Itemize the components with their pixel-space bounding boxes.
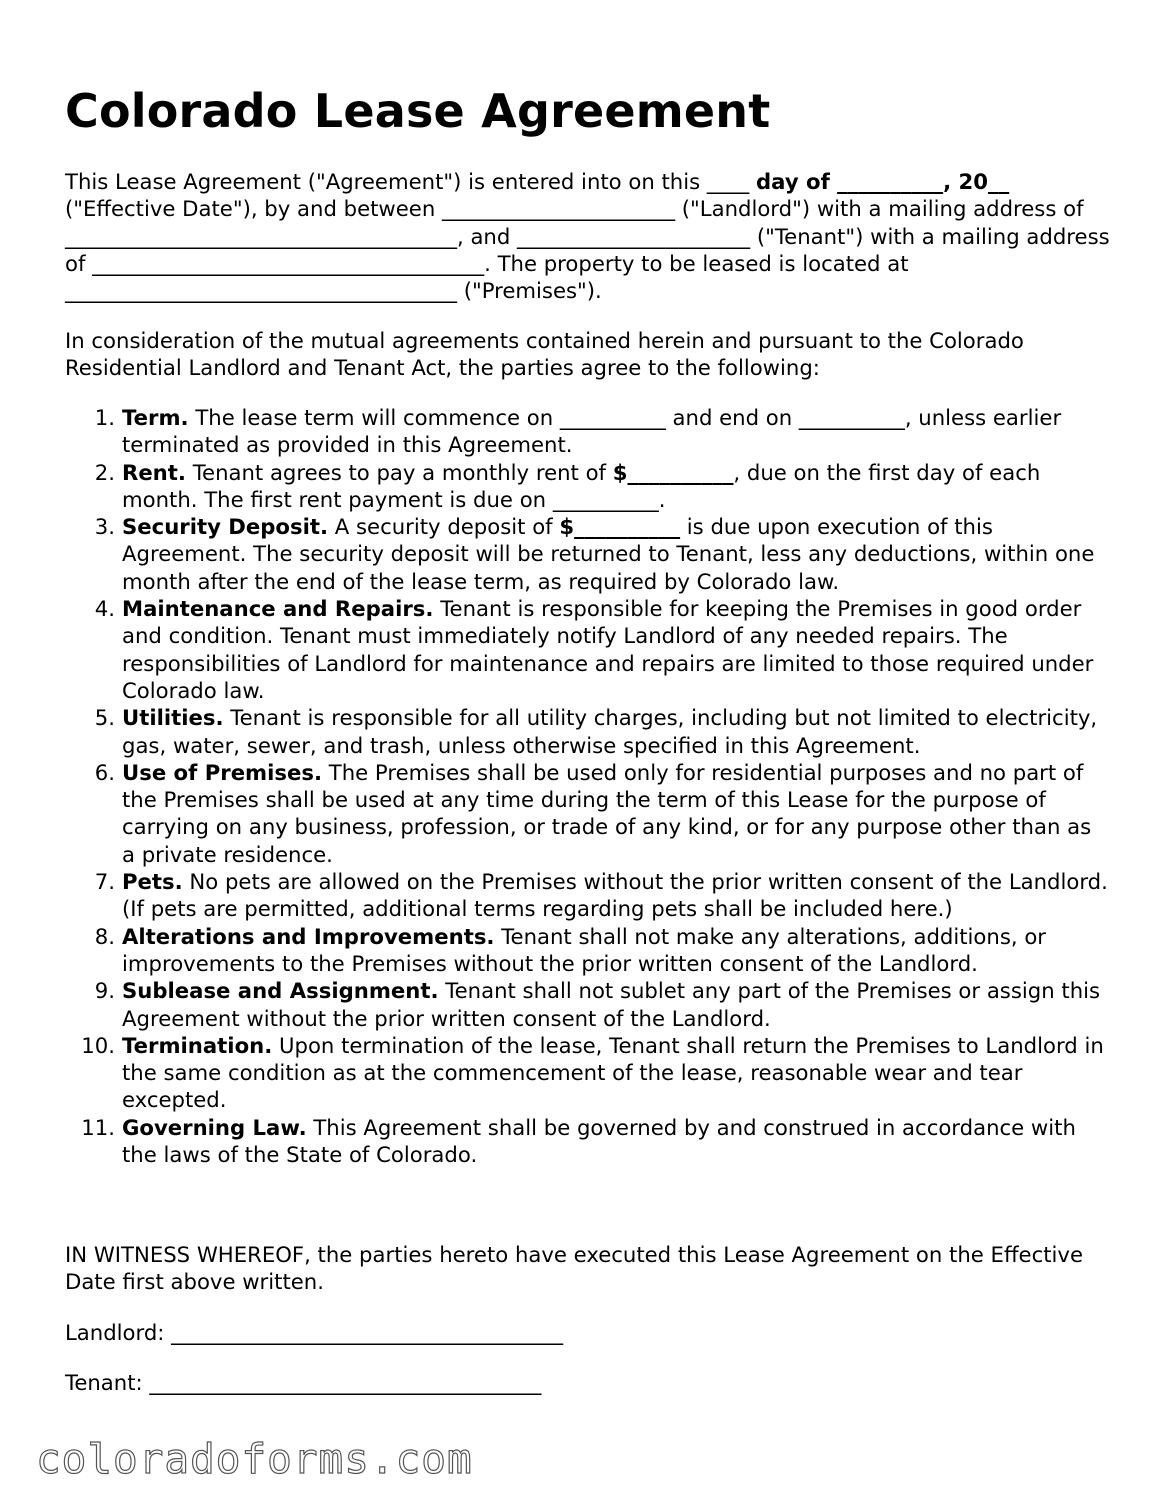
term-item-sublease	[65, 977, 1110, 1032]
term-number: 8.	[94, 923, 115, 949]
term-text: The lease term will commence on __________ and end on __________, unless earlier terminated as provided in this Agreement.	[122, 405, 1062, 458]
term-number: 7.	[94, 869, 115, 895]
intro-paragraph	[65, 168, 1110, 304]
term-text: Upon termination of the lease, Tenant shall return the Premises to Landlord in the same condition as at the commencement of the lease, reasonable wear and tear excepted.	[122, 1032, 1104, 1113]
intro-part-3: ("Effective Date"), by and between ______________________ ("Landlord") with a mailing address of _____________________________________, and ______________________ ("Tenant") with a mailing address of _____________________________________. The property to be leased is located at _____________________________________ ("Premises").	[65, 196, 1110, 304]
term-heading: Rent.	[122, 459, 186, 485]
terms-list	[65, 404, 1110, 1168]
term-text: Tenant shall not make any alterations, additions, or improvements to the Premises without the prior written consent of the Landlord.	[122, 923, 1046, 976]
term-heading: Use of Premises.	[122, 759, 323, 785]
term-number: 9.	[94, 978, 115, 1004]
term-heading: Alterations and Improvements.	[122, 923, 495, 949]
term-item-termination	[65, 1032, 1110, 1114]
deposit-amount-blank: $__________	[559, 514, 681, 540]
term-item-governing-law	[65, 1114, 1110, 1169]
term-item-pets	[65, 868, 1110, 923]
site-watermark: coloradoforms.com	[36, 1435, 473, 1483]
term-text: Tenant is responsible for all utility charges, including but not limited to electricity, gas, water, sewer, and trash, unless otherwise specified in this Agreement.	[122, 705, 1098, 758]
term-text: Tenant shall not sublet any part of the Premises or assign this Agreement without the prior written consent of the Landlord.	[122, 978, 1101, 1031]
term-heading: Termination.	[122, 1032, 273, 1058]
term-text: This Agreement shall be governed by and construed in accordance with the laws of the State of Colorado.	[122, 1114, 1076, 1168]
consideration-paragraph: In consideration of the mutual agreements contained herein and pursuant to the Colorado Residential Landlord and Tenant Act, the parties agree to the following:	[65, 328, 1024, 381]
term-heading: Pets.	[122, 869, 183, 895]
term-text: A security deposit of	[328, 514, 560, 540]
term-item-utilities	[65, 704, 1110, 759]
term-text: Tenant is responsible for keeping the Premises in good order and condition. Tenant must immediately notify Landlord of any needed repairs. The responsibilities of Landlord for maintenance and repairs are limited to those required under Colorado law.	[122, 596, 1094, 703]
term-item-maintenance	[65, 595, 1110, 704]
term-text: No pets are allowed on the Premises without the prior written consent of the Landlord. (If pets are permitted, additional terms regarding pets shall be included here.)	[122, 869, 1108, 922]
term-number: 10.	[81, 1032, 115, 1058]
term-item-security-deposit	[65, 513, 1110, 595]
document-title: Colorado Lease Agreement	[65, 84, 771, 138]
intro-date-bold: day of __________, 20__	[756, 169, 1010, 194]
term-text: , due on the first day of each month. The first rent payment is due on __________.	[122, 459, 1041, 512]
rent-amount-blank: $__________	[612, 459, 734, 485]
tenant-signature-line: Tenant: _____________________________________	[65, 1370, 542, 1395]
term-item-rent	[65, 459, 1110, 514]
term-text: is due upon execution of this Agreement. The security deposit will be returned to Tenant, less any deductions, within one month after the end of the lease term, as required by Colorado law.	[122, 514, 1095, 594]
term-heading: Utilities.	[122, 705, 224, 731]
term-number: 11.	[81, 1114, 115, 1140]
term-heading: Sublease and Assignment.	[122, 978, 439, 1004]
witness-paragraph: IN WITNESS WHEREOF, the parties hereto have executed this Lease Agreement on the Effective Date first above written.	[65, 1242, 1083, 1295]
term-number: 1.	[94, 405, 115, 430]
landlord-signature-line: Landlord: _____________________________________	[65, 1320, 564, 1345]
term-number: 6.	[94, 759, 115, 785]
term-heading: Maintenance and Repairs.	[122, 596, 434, 622]
term-number: 4.	[94, 596, 115, 622]
term-number: 2.	[94, 459, 115, 485]
term-text: Tenant agrees to pay a monthly rent of	[185, 459, 613, 485]
term-heading: Term.	[122, 405, 189, 430]
term-text: The Premises shall be used only for residential purposes and no part of the Premises shall be used at any time during the term of this Lease for the purpose of carrying on any business, profession, or trade of any kind, or for any purpose other than as a private residence.	[122, 759, 1092, 867]
term-item-use-of-premises	[65, 759, 1110, 868]
term-heading: Security Deposit.	[122, 514, 329, 540]
term-item-term	[65, 404, 1110, 459]
intro-part-1: This Lease Agreement ("Agreement") is entered into on this ____	[65, 169, 757, 194]
term-heading: Governing Law.	[122, 1114, 307, 1140]
term-number: 3.	[94, 514, 115, 540]
term-item-alterations	[65, 923, 1110, 978]
term-number: 5.	[94, 705, 115, 731]
